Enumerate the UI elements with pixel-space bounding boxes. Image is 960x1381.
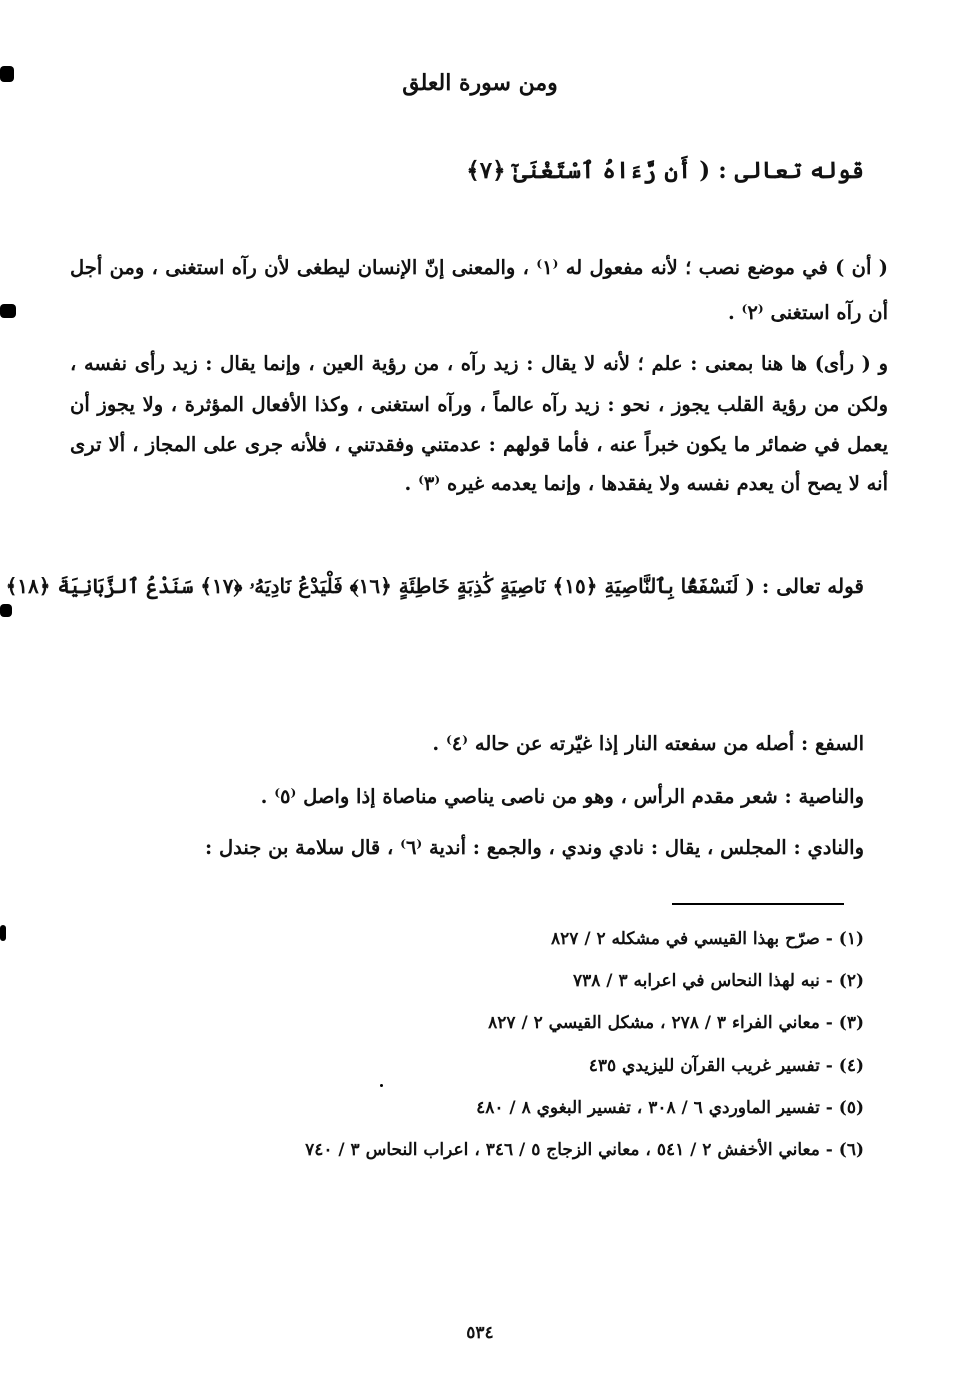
paragraph-2-line-1: و ( رأى) ها هنا بمعنى : علم ؛ لأنه لا يقال : زيد رآه ، من رؤية العين ، وإنما يقال : زيد رأى نفسه ، xyxy=(70,352,888,375)
footnote-text: تفسير غريب القرآن لليزيدي ٤٣٥ xyxy=(588,1056,820,1076)
footnote-number: (٤) xyxy=(838,1056,864,1076)
paragraph-1-line-1: ( أن ) في موضع نصب ؛ لأنه مفعول له ⁽١⁾ ، والمعنى إنّ الإنسان ليطغى لأن رآه استغنى ، ومن أجل xyxy=(70,256,888,279)
footnote-6: (٦) - معاني الأخفش ٢ / ٥٤١ ، معاني الزجاج ٥ / ٣٤٦ ، اعراب النحاس ٣ / ٧٤٠ xyxy=(305,1140,864,1160)
footnote-number: (٣) xyxy=(838,1013,864,1033)
page-header-title: ومن سورة العلق xyxy=(402,70,558,96)
footnote-number: (٢) xyxy=(838,971,864,991)
paragraph-2-line-4: أنه لا يصح أن يعدم نفسه ولا يفقدها ، وإنما يعدمه غيره ⁽٣⁾ . xyxy=(404,472,888,495)
stray-mark xyxy=(380,1084,383,1087)
footnote-3: (٣) - معاني الفراء ٣ / ٢٧٨ ، مشكل القيسي ٢ / ٨٢٧ xyxy=(488,1013,864,1033)
verse-heading-7: قوله تعالى : ( أَن رَّءَاهُ ٱسْتَغْنَىٰٓ ﴿٧﴾ xyxy=(466,157,864,184)
verse-heading-15-18: قوله تعالى : ( لَنَسْفَعًۢا بِٱلنَّاصِيَةِ ﴿١٥﴾ نَاصِيَةٍ كَٰذِبَةٍ خَاطِئَةٍ ﴿١٦﴾ فَلْيَدْعُ نَادِيَهُۥ ﴿١٧﴾ سَنَدْعُ ٱلزَّبَانِيَةَ ﴿١٨﴾ xyxy=(5,574,864,598)
page-number: ٥٣٤ xyxy=(466,1323,494,1343)
binding-hole-mark xyxy=(0,304,16,318)
footnote-text: تفسير الماوردي ٦ / ٣٠٨ ، تفسير البغوي ٨ / ٤٨٠ xyxy=(476,1098,820,1118)
footnote-separator xyxy=(672,903,844,905)
paragraph-1-line-2: أن رآه استغنى ⁽٢⁾ . xyxy=(727,301,888,324)
footnote-text: معاني الفراء ٣ / ٢٧٨ ، مشكل القيسي ٢ / ٨٢٧ xyxy=(488,1013,820,1033)
footnote-text: معاني الأخفش ٢ / ٥٤١ ، معاني الزجاج ٥ / ٣٤٦ ، اعراب النحاس ٣ / ٧٤٠ xyxy=(305,1140,820,1160)
definition-line-safa: السفع : أصله من سفعته النار إذا غيّرته عن حاله ⁽٤⁾ . xyxy=(432,732,864,755)
binding-hole-mark xyxy=(0,925,6,941)
footnote-text: نبه لهذا النحاس في اعرابه ٣ / ٧٣٨ xyxy=(572,971,820,991)
footnote-2: (٢) - نبه لهذا النحاس في اعرابه ٣ / ٧٣٨ xyxy=(572,971,864,991)
binding-hole-mark xyxy=(0,604,12,617)
footnote-number: (١) xyxy=(838,929,864,949)
footnote-1: (١) - صرّح بهذا القيسي في مشكله ٢ / ٨٢٧ xyxy=(551,929,864,949)
footnote-text: صرّح بهذا القيسي في مشكله ٢ / ٨٢٧ xyxy=(551,929,820,949)
footnote-number: (٦) xyxy=(838,1140,864,1160)
paragraph-2-line-2: ولكن من رؤية القلب يجوز ، نحو : زيد رآه عالماً ، ورآه استغنى ، وكذا الأفعال المؤثرة ، ولا يجوز أن xyxy=(70,393,888,416)
definition-line-nadi: والنادي : المجلس ، يقال : نادي وندي ، والجمع : أندية ⁽٦⁾ ، قال سلامة بن جندل : xyxy=(204,836,864,859)
paragraph-2-line-3: يعمل في ضمائر ما يكون خبراً عنه ، فأما قولهم : عدمتني وفقدتني ، فلأنه جرى على المجاز ، ألا ترى xyxy=(70,433,888,456)
footnote-5: (٥) - تفسير الماوردي ٦ / ٣٠٨ ، تفسير البغوي ٨ / ٤٨٠ xyxy=(476,1098,864,1118)
footnote-number: (٥) xyxy=(838,1098,864,1118)
definition-line-nasiya: والناصية : شعر مقدم الرأس ، وهو من ناصى يناصي مناصاة إذا واصل ⁽٥⁾ . xyxy=(260,785,864,808)
footnote-4: (٤) - تفسير غريب القرآن لليزيدي ٤٣٥ xyxy=(588,1056,864,1076)
